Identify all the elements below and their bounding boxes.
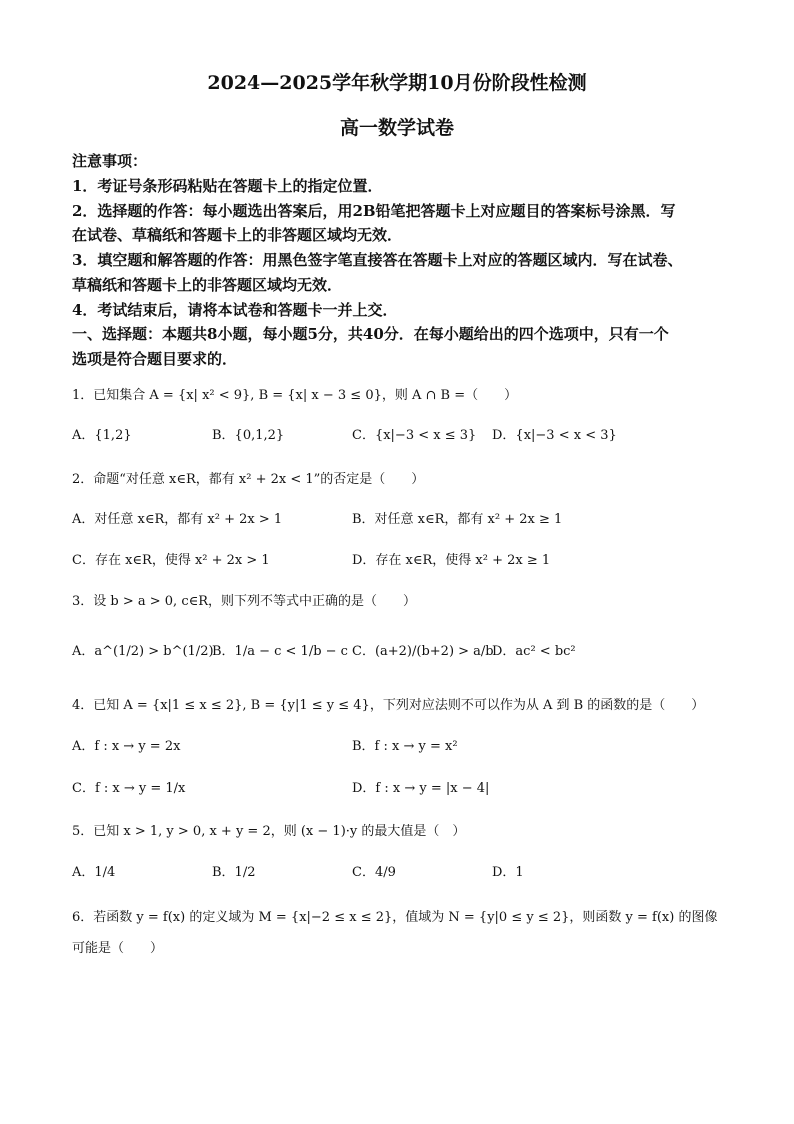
- q5-option-c: C．4/9: [352, 865, 396, 880]
- question-5: 5．已知 x > 1, y > 0, x + y = 2，则 (x − 1)·y 的最大值是（ ）: [72, 824, 466, 839]
- q2-option-d: D．存在 x∈R，使得 x² + 2x ≥ 1: [352, 553, 551, 568]
- notice-item-3: 3．填空题和解答题的作答：用黑色签字笔直接答在答题卡上对应的答题区域内．写在试卷、: [72, 251, 683, 269]
- exam-subtitle: 高一数学试卷: [339, 117, 454, 139]
- q4-option-b: B．f : x → y = x²: [352, 739, 458, 754]
- question-1: 1．已知集合 A = {x| x² < 9}, B = {x| x − 3 ≤ 0}，则 A ∩ B =（ ）: [72, 388, 518, 403]
- exam-title: 2024—2025学年秋学期10月份阶段性检测: [207, 72, 587, 94]
- q3-option-a: A．a^(1/2) > b^(1/2): [72, 644, 214, 659]
- notice-item-2-cont: 在试卷、草稿纸和答题卡上的非答题区域均无效．: [72, 226, 403, 244]
- notice-item-1: 1．考证号条形码粘贴在答题卡上的指定位置．: [72, 177, 383, 195]
- q5-option-b: B．1/2: [212, 865, 256, 880]
- q5-option-d: D．1: [492, 865, 524, 880]
- q1-option-a: A．{1,2}: [72, 428, 132, 443]
- q3-option-d: D．ac² < bc²: [492, 644, 576, 659]
- question-3: 3．设 b > a > 0, c∈R，则下列不等式中正确的是（ ）: [72, 594, 417, 609]
- notice-item-3-cont: 草稿纸和答题卡上的非答题区域均无效．: [72, 276, 343, 294]
- q2-option-c: C．存在 x∈R，使得 x² + 2x > 1: [72, 553, 270, 568]
- question-6-cont: 可能是（ ）: [72, 941, 164, 956]
- q3-option-c: C．(a+2)/(b+2) > a/b: [352, 644, 494, 659]
- notice-item-2: 2．选择题的作答：每小题选出答案后，用2B铅笔把答题卡上对应题目的答案标号涂黑．写: [72, 202, 676, 220]
- q4-option-a: A．f : x → y = 2x: [72, 739, 181, 754]
- notice-item-4: 4．考试结束后，请将本试卷和答题卡一并上交．: [72, 301, 398, 319]
- q1-option-c: C．{x|−3 < x ≤ 3}: [352, 428, 477, 443]
- q1-option-d: D．{x|−3 < x < 3}: [492, 428, 617, 443]
- q2-option-a: A．对任意 x∈R，都有 x² + 2x > 1: [72, 512, 283, 527]
- question-6: 6．若函数 y = f(x) 的定义域为 M = {x|−2 ≤ x ≤ 2}，值域为 N = {y|0 ≤ y ≤ 2}，则函数 y = f(x) 的图像: [72, 910, 718, 925]
- q2-option-b: B．对任意 x∈R，都有 x² + 2x ≥ 1: [352, 512, 563, 527]
- notice-heading: 注意事项：: [72, 152, 148, 170]
- q4-option-d: D．f : x → y = |x − 4|: [352, 781, 490, 796]
- q1-option-b: B．{0,1,2}: [212, 428, 285, 443]
- q4-option-c: C．f : x → y = 1/x: [72, 781, 186, 796]
- question-2: 2．命题“对任意 x∈R，都有 x² + 2x < 1”的否定是（ ）: [72, 472, 425, 487]
- section-heading: 一、选择题：本题共8小题，每小题5分，共40分．在每小题给出的四个选项中，只有一个: [72, 325, 669, 343]
- q5-option-a: A．1/4: [72, 865, 116, 880]
- question-4: 4．已知 A = {x|1 ≤ x ≤ 2}, B = {y|1 ≤ y ≤ 4}，下列对应法则不可以作为从 A 到 B 的函数的是（ ）: [72, 698, 705, 713]
- section-heading-cont: 选项是符合题目要求的．: [72, 350, 238, 368]
- q3-option-b: B．1/a − c < 1/b − c: [212, 644, 348, 659]
